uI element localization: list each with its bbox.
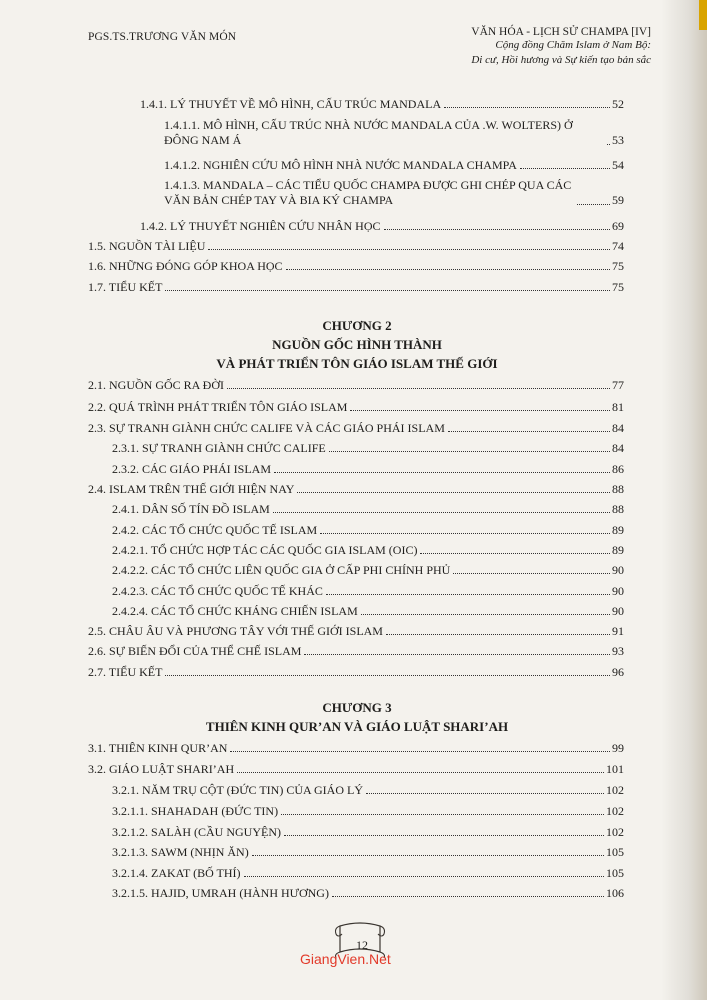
toc-entry[interactable] <box>112 502 624 517</box>
toc-entry-title: 2.4.2.4. CÁC TỔ CHỨC KHÁNG CHIẾN ISLAM <box>112 604 358 618</box>
toc-entry-page: 96 <box>612 665 624 679</box>
toc-entry-page: 69 <box>612 219 624 233</box>
toc-entry-title: 3.2.1.2. SALÀH (CẦU NGUYỆN) <box>112 825 281 839</box>
toc-entry-title: 2.6. SỰ BIẾN ĐỔI CỦA THỂ CHẾ ISLAM <box>88 644 302 658</box>
toc-entry-page: 106 <box>606 886 624 900</box>
toc-entry[interactable] <box>112 462 624 477</box>
toc-entry-page: 105 <box>606 866 624 880</box>
toc-entry[interactable] <box>88 741 624 756</box>
leader-dots <box>274 472 610 473</box>
toc-entry-page: 81 <box>612 400 624 414</box>
toc-entry-title: 1.4.1.1. MÔ HÌNH, CẤU TRÚC NHÀ NƯỚC MANDALA CỦA .W. WOLTERS) Ở ĐÔNG NAM Á <box>164 118 573 147</box>
toc-entry-title: 2.4.2.1. TỔ CHỨC HỢP TÁC CÁC QUỐC GIA ISLAM (OIC) <box>112 543 418 557</box>
leader-dots <box>329 451 610 452</box>
leader-dots <box>332 896 604 897</box>
running-header-author: PGS.TS.TRƯƠNG VĂN MÓN <box>88 31 237 43</box>
toc-entry-page: 101 <box>606 762 624 776</box>
leader-dots <box>448 431 610 432</box>
toc-entry-title: 2.4.2.2. CÁC TỔ CHỨC LIÊN QUỐC GIA Ở CẤP PHI CHÍNH PHỦ <box>112 563 451 577</box>
toc-entry[interactable] <box>88 280 624 295</box>
toc-entry-page: 102 <box>606 825 624 839</box>
toc-entry[interactable] <box>88 378 624 393</box>
leader-dots <box>284 835 604 836</box>
toc-entry-page: 88 <box>612 482 624 496</box>
toc-entry-page: 90 <box>612 563 624 577</box>
toc-entry-page: 90 <box>612 604 624 618</box>
toc-entry-page: 99 <box>612 741 624 755</box>
toc-entry-page: 75 <box>612 280 624 294</box>
toc-entry[interactable] <box>140 97 624 112</box>
toc-entry[interactable] <box>88 624 624 639</box>
chapter-title-line: NGUỒN GỐC HÌNH THÀNH <box>272 337 442 352</box>
toc-entry-page: 52 <box>612 97 624 111</box>
watermark-text: GiangVien.Net <box>300 951 391 967</box>
page-number: 12 <box>356 938 368 952</box>
toc-entry[interactable] <box>88 482 624 497</box>
toc-entry-title: 2.2. QUÁ TRÌNH PHÁT TRIỂN TÔN GIÁO ISLAM <box>88 400 348 414</box>
toc-entry[interactable] <box>112 866 624 881</box>
cover-edge-strip <box>699 0 707 30</box>
running-header-series-title: VĂN HÓA - LỊCH SỬ CHAMPA [IV] <box>471 26 651 38</box>
leader-dots <box>384 229 610 230</box>
leader-dots <box>252 855 604 856</box>
toc-entry-title: 3.2. GIÁO LUẬT SHARI’AH <box>88 762 235 776</box>
chapter-label: CHƯƠNG 2 <box>322 318 392 333</box>
leader-dots <box>227 388 610 389</box>
chapter-title-line: VÀ PHÁT TRIỂN TÔN GIÁO ISLAM THẾ GIỚI <box>216 356 498 371</box>
leader-dots <box>244 876 604 877</box>
running-header-subtitle-line1: Cộng đồng Chăm Islam ở Nam Bộ: <box>495 39 651 51</box>
toc-entry-title: 1.4.1. LÝ THUYẾT VỀ MÔ HÌNH, CẤU TRÚC MANDALA <box>140 97 442 111</box>
toc-entry-title: 2.3. SỰ TRANH GIÀNH CHỨC CALIFE VÀ CÁC GIÁO PHÁI ISLAM <box>88 421 445 435</box>
toc-entry-page: 53 <box>612 133 624 147</box>
leader-dots <box>444 107 610 108</box>
toc-entry[interactable] <box>112 563 624 578</box>
toc-entry-title: 2.3.1. SỰ TRANH GIÀNH CHỨC CALIFE <box>112 441 326 455</box>
toc-entry-title: 3.2.1.3. SAWM (NHỊN ĂN) <box>112 845 249 859</box>
leader-dots <box>165 290 610 291</box>
toc-entry-title: 1.5. NGUỒN TÀI LIỆU <box>88 239 206 253</box>
toc-entry-title: 2.7. TIỂU KẾT <box>88 665 163 679</box>
toc-entry-title: 2.4.2.3. CÁC TỔ CHỨC QUỐC TẾ KHÁC <box>112 584 323 598</box>
toc-entry-title: 1.4.1.3. MANDALA – CÁC TIỂU QUỐC CHAMPA ĐƯỢC GHI CHÉP QUA CÁC VĂN BẢN CHÉP TAY VÀ BIA KÝ CHAMPA <box>164 178 572 207</box>
toc-entry-title: 2.4.1. DÂN SỐ TÍN ĐỒ ISLAM <box>112 502 270 516</box>
toc-entry[interactable] <box>112 783 624 798</box>
leader-dots <box>420 553 610 554</box>
leader-dots <box>208 249 610 250</box>
running-header-subtitle-line2: Di cư, Hồi hương và Sự kiến tạo bản sắc <box>471 54 651 66</box>
toc-entry-title: 3.2.1.5. HAJID, UMRAH (HÀNH HƯƠNG) <box>112 886 329 900</box>
toc-entry-page: 93 <box>612 644 624 658</box>
leader-dots <box>361 614 610 615</box>
leader-dots <box>304 654 610 655</box>
toc-entry-page: 54 <box>612 158 624 172</box>
toc-entry-page: 77 <box>612 378 624 392</box>
toc-entry-page: 89 <box>612 543 624 557</box>
toc-entry-page: 102 <box>606 783 624 797</box>
leader-dots <box>520 168 610 169</box>
toc-entry-title: 1.6. NHỮNG ĐÓNG GÓP KHOA HỌC <box>88 259 283 273</box>
running-header-title-block <box>471 26 651 68</box>
leader-dots <box>577 204 610 205</box>
toc-entry-page: 91 <box>612 624 624 638</box>
leader-dots <box>386 634 610 635</box>
toc-entry[interactable] <box>112 441 624 456</box>
toc-entry[interactable] <box>164 118 624 148</box>
leader-dots <box>273 512 610 513</box>
toc-entry-page: 89 <box>612 523 624 537</box>
page-edge-shadow <box>661 0 707 1000</box>
toc-entry[interactable] <box>88 239 624 254</box>
toc-entry[interactable] <box>164 158 624 173</box>
toc-entry[interactable] <box>88 644 624 659</box>
toc-entry-page: 88 <box>612 502 624 516</box>
leader-dots <box>165 675 610 676</box>
toc-entry-title: 3.2.1. NĂM TRỤ CỘT (ĐỨC TIN) CỦA GIÁO LÝ <box>112 783 363 797</box>
toc-entry-title: 1.4.1.2. NGHIÊN CỨU MÔ HÌNH NHÀ NƯỚC MANDALA CHAMPA <box>164 158 517 172</box>
toc-entry[interactable] <box>140 219 624 234</box>
toc-entry-page: 74 <box>612 239 624 253</box>
toc-entry-page: 75 <box>612 259 624 273</box>
chapter-label: CHƯƠNG 3 <box>322 700 392 715</box>
leader-dots <box>453 573 610 574</box>
toc-entry[interactable] <box>88 400 624 415</box>
leader-dots <box>237 772 604 773</box>
leader-dots <box>607 144 610 145</box>
toc-entry[interactable] <box>88 259 624 274</box>
leader-dots <box>281 814 604 815</box>
toc-entry[interactable] <box>164 178 624 208</box>
toc-entry-page: 84 <box>612 421 624 435</box>
toc-entry[interactable] <box>112 804 624 819</box>
leader-dots <box>320 533 610 534</box>
toc-entry-title: 1.7. TIỂU KẾT <box>88 280 163 294</box>
leader-dots <box>350 410 610 411</box>
toc-entry-title: 2.1. NGUỒN GỐC RA ĐỜI <box>88 378 225 392</box>
leader-dots <box>326 594 610 595</box>
toc-entry[interactable] <box>88 762 624 777</box>
toc-entry[interactable] <box>112 845 624 860</box>
leader-dots <box>297 492 610 493</box>
toc-entry-title: 2.4.2. CÁC TỔ CHỨC QUỐC TẾ ISLAM <box>112 523 318 537</box>
toc-entry-title: 3.2.1.4. ZAKAT (BỐ THÍ) <box>112 866 241 880</box>
toc-entry[interactable] <box>112 543 624 558</box>
toc-entry[interactable] <box>112 886 624 901</box>
leader-dots <box>230 751 610 752</box>
toc-entry-page: 102 <box>606 804 624 818</box>
toc-entry[interactable] <box>112 523 624 538</box>
toc-entry[interactable] <box>112 604 624 619</box>
toc-entry[interactable] <box>112 584 624 599</box>
toc-entry-title: 1.4.2. LÝ THUYẾT NGHIÊN CỨU NHÂN HỌC <box>140 219 381 233</box>
toc-entry-title: 2.3.2. CÁC GIÁO PHÁI ISLAM <box>112 462 272 476</box>
toc-entry-page: 105 <box>606 845 624 859</box>
leader-dots <box>286 269 610 270</box>
toc-entry-title: 2.4. ISLAM TRÊN THẾ GIỚI HIỆN NAY <box>88 482 295 496</box>
toc-entry[interactable] <box>88 421 624 436</box>
chapter-title-line: THIÊN KINH QUR’AN VÀ GIÁO LUẬT SHARI’AH <box>205 719 509 734</box>
toc-entry-page: 84 <box>612 441 624 455</box>
toc-entry-page: 86 <box>612 462 624 476</box>
leader-dots <box>366 793 604 794</box>
toc-entry-title: 2.5. CHÂU ÂU VÀ PHƯƠNG TÂY VỚI THẾ GIỚI ISLAM <box>88 624 383 638</box>
toc-entry-title: 3.2.1.1. SHAHADAH (ĐỨC TIN) <box>112 804 279 818</box>
toc-entry[interactable] <box>88 665 624 680</box>
toc-entry-title: 3.1. THIÊN KINH QUR’AN <box>88 741 228 755</box>
toc-entry-page: 90 <box>612 584 624 598</box>
toc-entry-page: 59 <box>612 193 624 207</box>
toc-entry[interactable] <box>112 825 624 840</box>
